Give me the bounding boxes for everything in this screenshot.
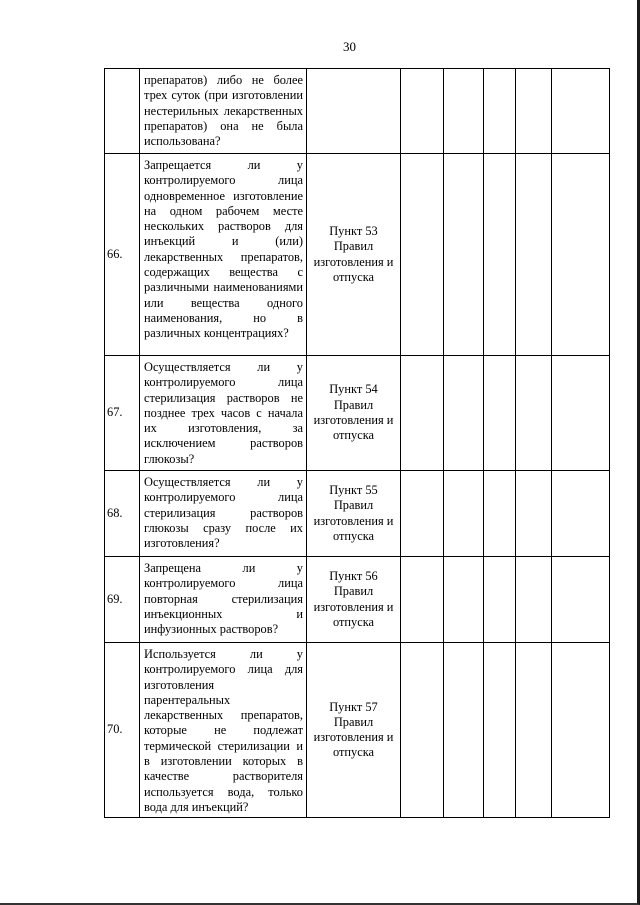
answer-extra-cell[interactable] (516, 557, 552, 643)
answer-na-cell[interactable] (484, 69, 516, 154)
comment-cell[interactable] (552, 154, 610, 356)
answer-extra-cell[interactable] (516, 69, 552, 154)
comment-cell[interactable] (552, 69, 610, 154)
question-text: Осуществляется ли у контролируемого лица стерилизация растворов не позднее трех часов с начала их изготовления, за исключением растворов глюкозы? (144, 360, 303, 466)
row-number (105, 69, 140, 154)
table-row (105, 356, 610, 471)
answer-no-cell[interactable] (444, 643, 484, 818)
answer-na-cell[interactable] (484, 356, 516, 471)
table-row (105, 557, 610, 643)
answer-yes-cell[interactable] (401, 356, 444, 471)
answer-yes-cell[interactable] (401, 69, 444, 154)
answer-na-cell[interactable] (484, 557, 516, 643)
answer-extra-cell[interactable] (516, 356, 552, 471)
answer-yes-cell[interactable] (401, 557, 444, 643)
page-number: 30 (343, 39, 356, 54)
comment-cell[interactable] (552, 471, 610, 557)
question-text: Запрещена ли у контролируемого лица повторная стерилизация инъекционных и инфузионных растворов? (144, 561, 303, 637)
row-number: 68. (105, 471, 140, 557)
answer-yes-cell[interactable] (401, 154, 444, 356)
reference-cell: Пункт 56 Правил изготовления и отпуска (307, 557, 401, 643)
reference-cell (307, 69, 401, 154)
question-cell (140, 69, 307, 154)
reference-cell: Пункт 54 Правил изготовления и отпуска (307, 356, 401, 471)
question-cell (140, 643, 307, 818)
question-text: Осуществляется ли у контролируемого лица стерилизация растворов глюкозы сразу после их изготовления? (144, 475, 303, 551)
answer-na-cell[interactable] (484, 154, 516, 356)
comment-cell[interactable] (552, 356, 610, 471)
checklist-table (104, 68, 610, 818)
reference-cell: Пункт 53 Правил изготовления и отпуска (307, 154, 401, 356)
question-text: препаратов) либо не более трех суток (при изготовлении нестерильных лекарственных препаратов) она не была использована? (144, 73, 303, 149)
answer-extra-cell[interactable] (516, 643, 552, 818)
answer-na-cell[interactable] (484, 471, 516, 557)
question-cell (140, 471, 307, 557)
comment-cell[interactable] (552, 643, 610, 818)
question-cell (140, 557, 307, 643)
table-row (105, 154, 610, 356)
table-row (105, 471, 610, 557)
answer-yes-cell[interactable] (401, 643, 444, 818)
answer-no-cell[interactable] (444, 69, 484, 154)
comment-cell[interactable] (552, 557, 610, 643)
row-number: 69. (105, 557, 140, 643)
reference-cell: Пункт 55 Правил изготовления и отпуска (307, 471, 401, 557)
answer-extra-cell[interactable] (516, 154, 552, 356)
reference-cell: Пункт 57 Правил изготовления и отпуска (307, 643, 401, 818)
question-cell (140, 356, 307, 471)
answer-na-cell[interactable] (484, 643, 516, 818)
answer-extra-cell[interactable] (516, 471, 552, 557)
answer-no-cell[interactable] (444, 154, 484, 356)
answer-no-cell[interactable] (444, 356, 484, 471)
answer-yes-cell[interactable] (401, 471, 444, 557)
row-number: 70. (105, 643, 140, 818)
question-text: Используется ли у контролируемого лица для изготовления парентеральных лекарственных препаратов, которые не подлежат термической стерилизации и в изготовлении которых в качестве растворителя используется вода, только вода для инъекций? (144, 647, 303, 814)
table-row (105, 643, 610, 818)
answer-no-cell[interactable] (444, 557, 484, 643)
question-cell (140, 154, 307, 356)
row-number: 67. (105, 356, 140, 471)
row-number: 66. (105, 154, 140, 356)
answer-no-cell[interactable] (444, 471, 484, 557)
table-row (105, 69, 610, 154)
question-text: Запрещается ли у контролируемого лица одновременное изготовление на одном рабочем месте нескольких растворов для инъекций и (или) лекарственных препаратов, содержащих вещества с различными наименованиями или вещества одного наименования, но в различных концентрациях? (144, 158, 303, 341)
